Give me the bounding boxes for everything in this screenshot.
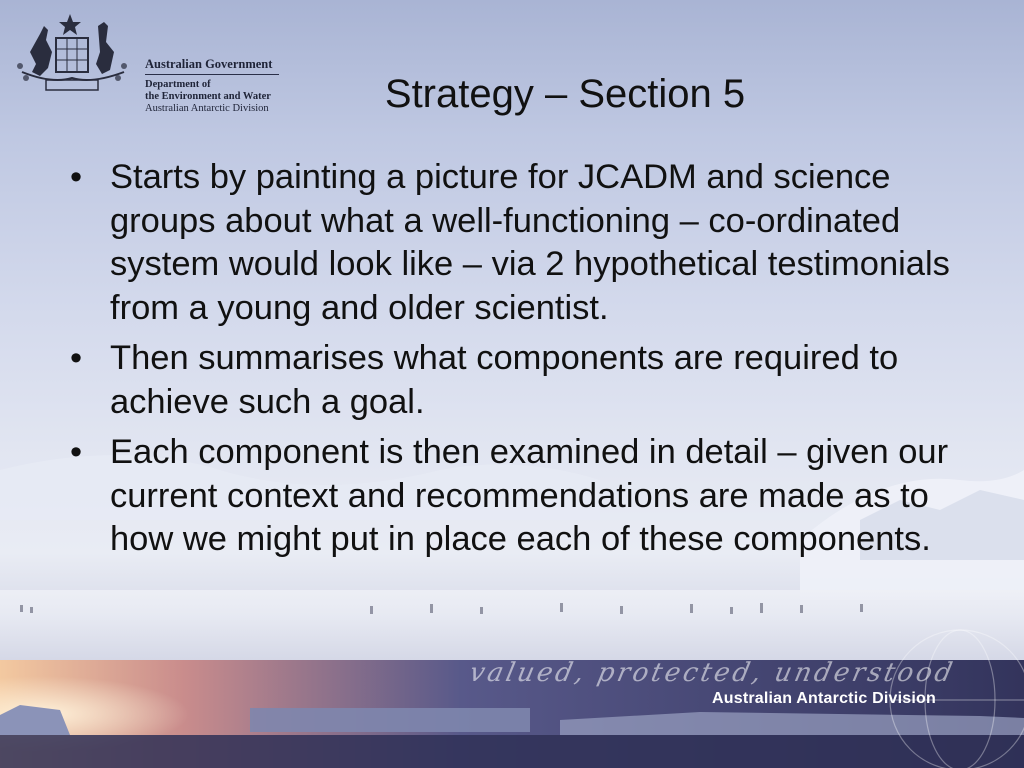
bullet-marker: •: [70, 339, 83, 377]
footer-division-name: Australian Antarctic Division: [712, 690, 936, 707]
bullet-marker: •: [70, 158, 83, 196]
government-name-block: [145, 57, 279, 115]
bullet-marker: •: [70, 433, 83, 471]
government-name: Australian Government: [145, 57, 273, 71]
government-logo: [12, 12, 282, 114]
department-line-2: the Environment and Water: [145, 91, 271, 102]
department-line-1: Department of: [145, 79, 211, 90]
divider: [145, 74, 279, 75]
bullet-item: [70, 337, 990, 424]
bullet-text: Each component is then examined in detail – given our current context and recommendations are made as to how we might put in place each of these components.: [110, 433, 949, 558]
division-line: Australian Antarctic Division: [145, 103, 269, 114]
slide-title: Strategy – Section 5: [384, 72, 746, 116]
bullet-text: Starts by painting a picture for JCADM and science groups about what a well-functioning – co-ordinated system would look like – via 2 hypothetical testimonials from a young and older scientist.: [110, 158, 950, 327]
bullet-list: [70, 156, 990, 569]
footer-tagline: valued, protected, understood: [466, 658, 958, 688]
coat-of-arms-icon: [12, 12, 132, 98]
bullet-text: Then summarises what components are required to achieve such a goal.: [110, 339, 899, 421]
bullet-item: [70, 431, 990, 562]
bullet-item: [70, 156, 990, 330]
